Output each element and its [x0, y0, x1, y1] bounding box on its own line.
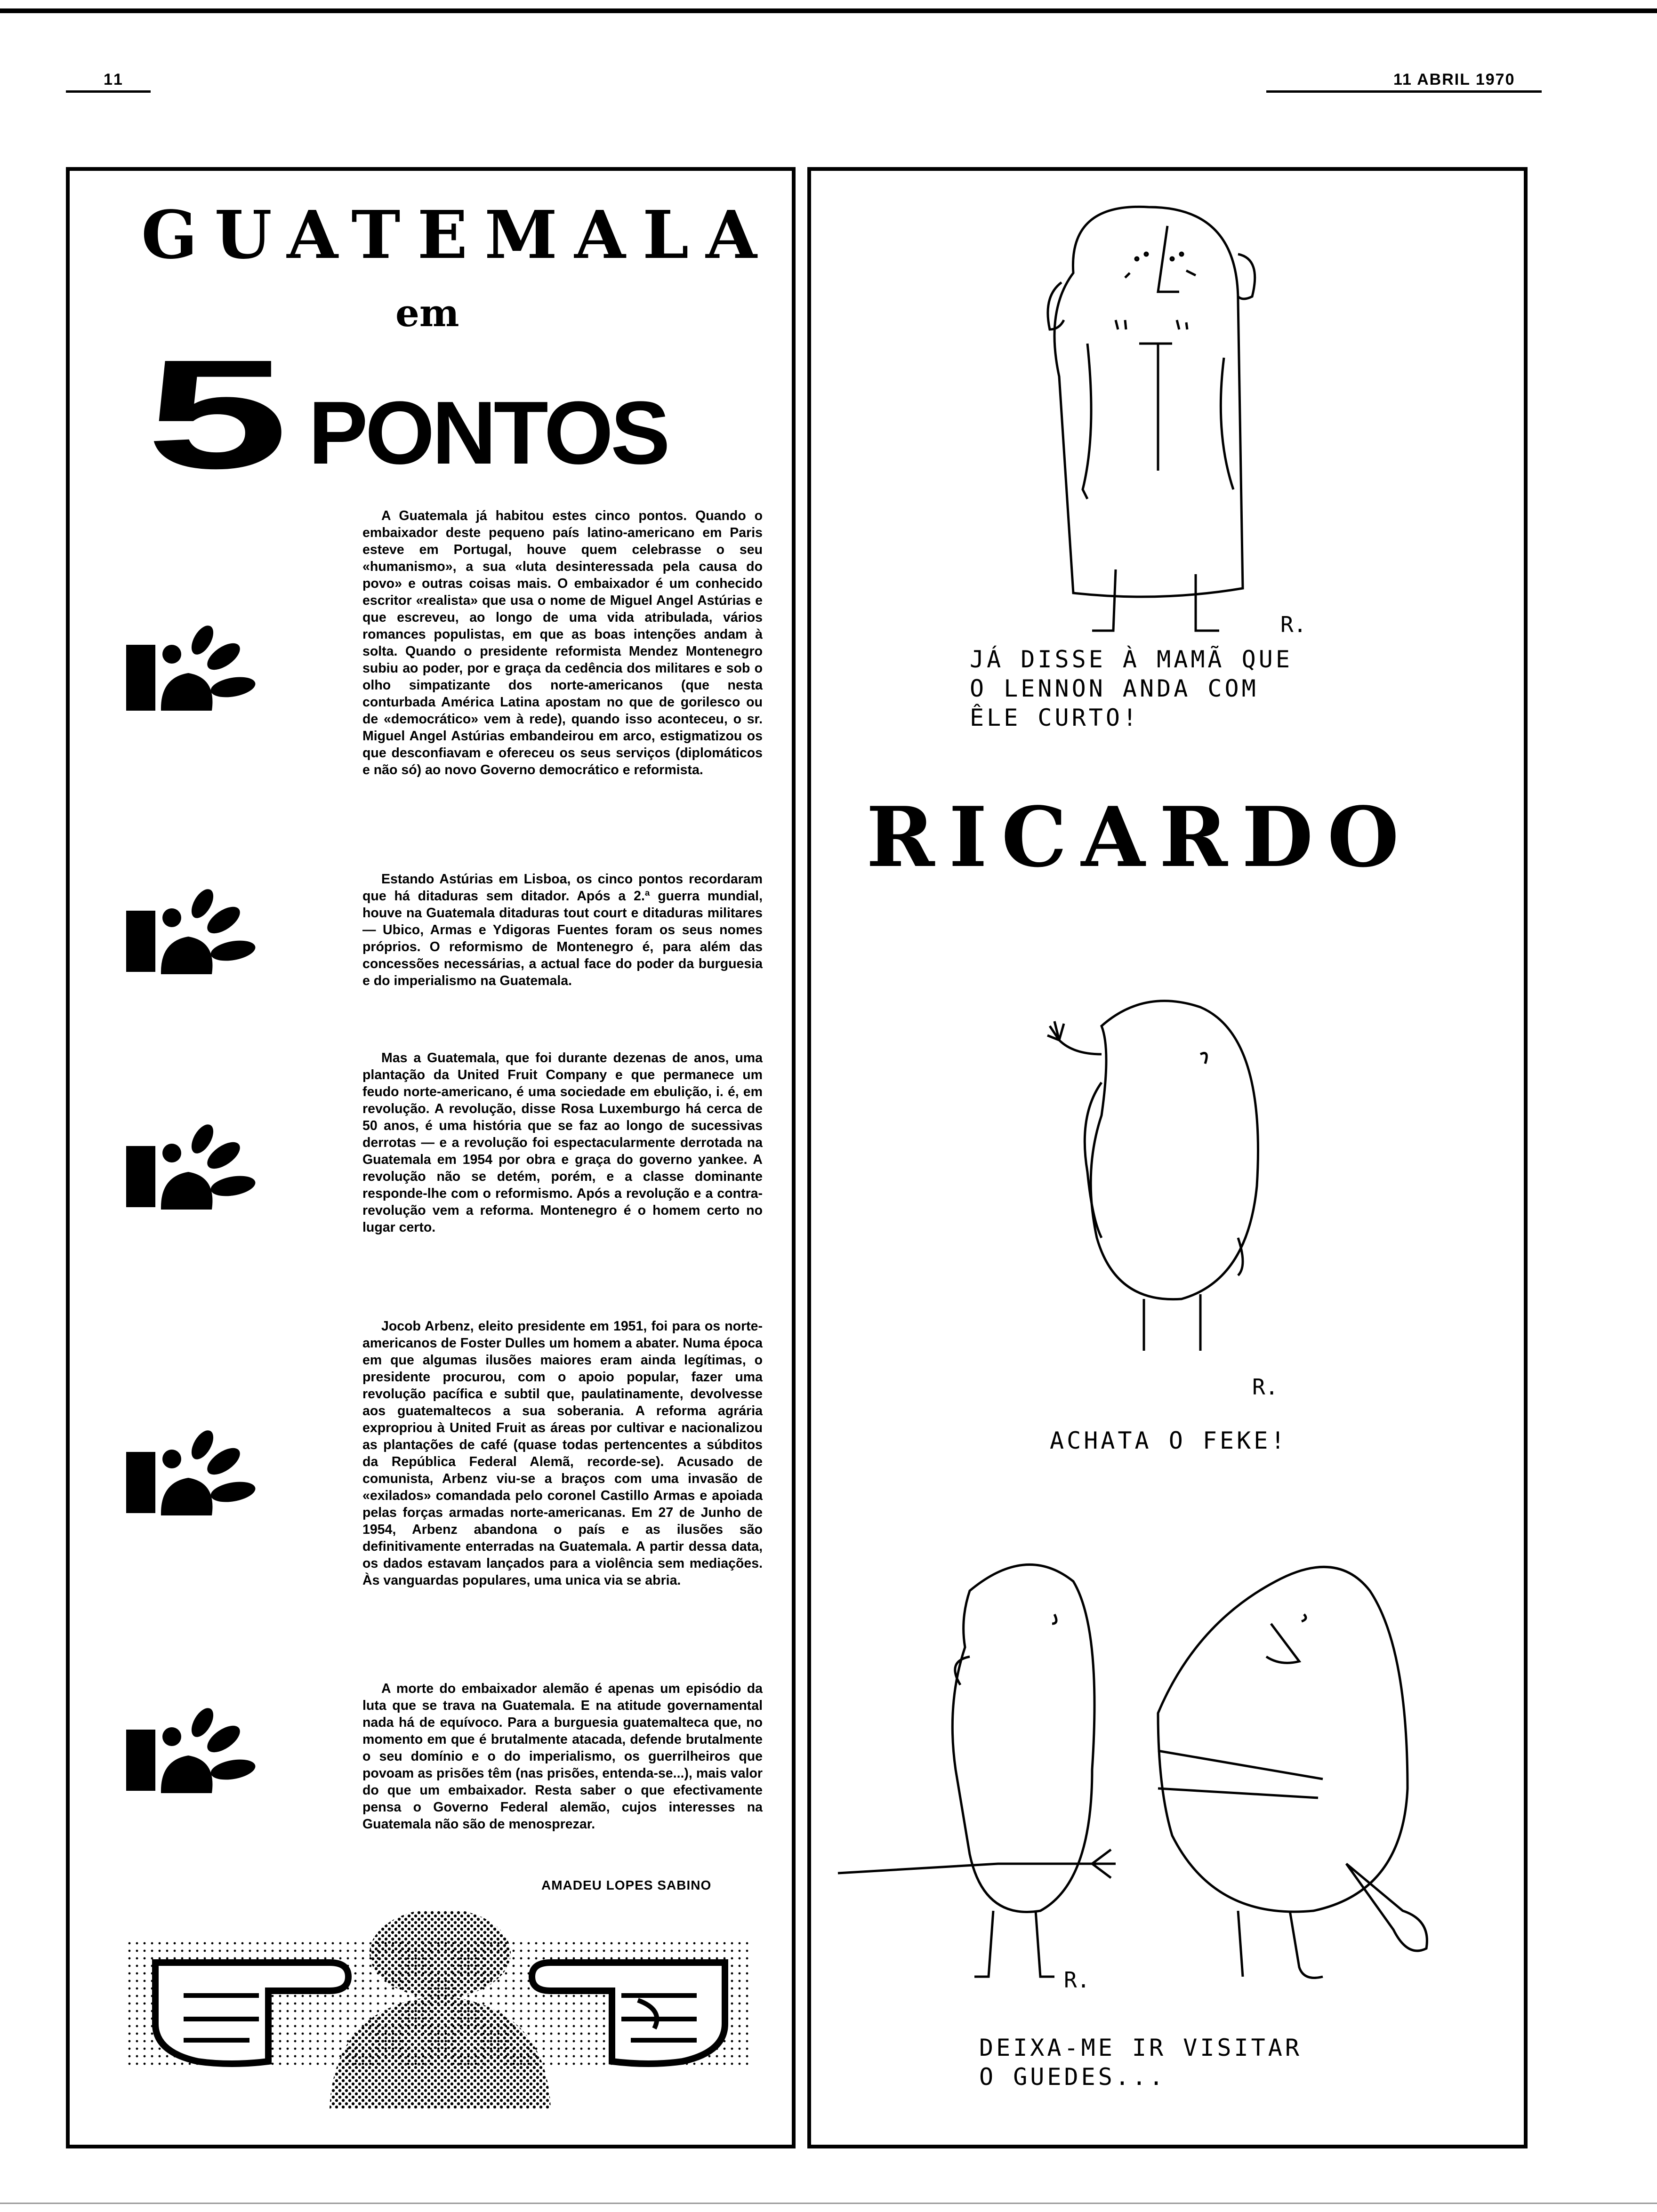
- point-mark-icon: [122, 885, 264, 979]
- bottom-rule: [0, 2203, 1657, 2204]
- cartoon-caption-3: DEIXA-ME IR VISITAR O GUEDES...: [979, 2034, 1302, 2091]
- page-date: 11 ABRIL 1970: [1393, 71, 1515, 88]
- article-paragraph-4: Jocob Arbenz, eleito presidente em 1951, foi para os norte-americanos de Foster Dulles um homem a abater. Numa época em que algumas ilusões maiores eram ainda legítimas, o presidente procurou, com o apoio popular, fazer uma revolução pacífica e subtil que, paulatinamente, devolvesse aos guatemaltecos a sua soberania. A reforma agrária expropriou à United Fruit as áreas por cultivar e nacionalizou as plantações de café (quase todas pertencentes a súbditos da República Federal Alemã, recorde-se). Acusado de comunista, Arbenz viu-se a braços com uma invasão de «exilados» comandada pelo coronel Castillo Armas e apoiada pelas forças armadas norte-americanas. Em 27 de Junho de 1954, Arbenz abandona o país e as ilusões são definitivamente enterradas na Guatemala. A partir dessa data, os dados estavam lançados para a violência sem mediações. Às vanguardas populares, uma unica via se abria.: [362, 1319, 763, 1588]
- cartoon-caption-1: JÁ DISSE À MAMÃ QUE O LENNON ANDA COM ÊLE CURTO!: [970, 646, 1293, 731]
- point-mark-icon: [122, 621, 264, 715]
- point-mark-icon: [122, 1120, 264, 1214]
- article-byline: AMADEU LOPES SABINO: [541, 1878, 712, 1892]
- article-paragraph-5: A morte do embaixador alemão é apenas um episódio da luta que se trava na Guatemala. E na atitude governamental nada há de equívoco. Para a burguesia guatemalteca que, no momento em que é brutalmente atacada, defende brutalmente o seu domínio e o do imperialismo, os guerrilheiros que povoam as prisões têm (nas prisões, entenda-se...), mais valor do que um embaixador. Resta saber o que efectivamente pensa o Governo Federal alemão, cujos interesses na Guatemala não são de menosprezar.: [362, 1681, 763, 1832]
- title-number: 5: [146, 327, 289, 501]
- article-paragraph-2: Estando Astúrias em Lisboa, os cinco pontos recordaram que há ditaduras sem ditador. Após a 2.ª guerra mundial, houve na Guatemala ditaduras tout court e ditaduras militares — Ubico, Armas e Ydigoras Fuentes foram os seus nomes próprios. O reformismo de Montenegro é, para além das concessões necessárias, a actual face do poder da burguesia e do imperialismo na Guatemala.: [362, 872, 763, 988]
- article-paragraph-3: Mas a Guatemala, que foi durante dezenas de anos, uma plantação da United Fruit Company e que permanece um feudo norte-americano, é uma sociedade em ebulição, i. é, em revolução. A revolução, disse Rosa Luxemburgo há cerca de 50 anos, é uma história que se faz ao longo de sucessivas derrotas — e a revolução foi espectacularmente derrotada na Guatemala em 1954 por obra e graça do governo yankee. A revolução não se detém, porém, e a classe dominante responde-lhe com o reformismo. Após a revolução e a contra-revolução vem a reforma. Montenegro é o homem certo no lugar certo.: [362, 1050, 763, 1235]
- cartoon-signature-3: R.: [1064, 1967, 1090, 1993]
- header-rule-left: [66, 90, 151, 93]
- article-title: GUATEMALA: [141, 197, 774, 274]
- point-mark-icon: [122, 1426, 264, 1520]
- point-mark-icon: [122, 1704, 264, 1798]
- cartoon-drawing-3: [828, 1506, 1488, 2000]
- article-paragraph-1: A Guatemala já habitou estes cinco pontos. Quando o embaixador deste pequeno país latino-americano em Paris esteve em Portugal, houve quem celebrasse o seu «humanismo», a sua «luta desinteressada pela causa do povo» e outras coisas mais. O embaixador é um conhecido escritor «realista» que usa o nome de Miguel Angel Astúrias e que escreveu, ao longo de uma vida atribulada, vários romances populistas, em que as boas intenções andam à solta. Quando o presidente reformista Mendez Montenegro subiu ao poder, por e graça da cedência dos militares e sob o olho simpatizante dos norte-americanos (que nesta conturbada América Latina apostam no que de gorilesco ou de «democrático» vem à rede), quando isso aconteceu, o sr. Miguel Angel Astúrias embandeirou em arco, estigmatizou os que desconfiavam e ofereceu os seus serviços (diplomáticos e não só) ao novo Governo democrático e reformista.: [362, 508, 763, 777]
- cartoon-drawing-2: [1003, 974, 1285, 1351]
- title-word: PONTOS: [308, 383, 668, 483]
- pointing-hands-illustration: [127, 1911, 753, 2108]
- cartoonist-name: RICARDO: [866, 789, 1413, 886]
- cartoon-caption-2: ACHATA O FEKE!: [1050, 1427, 1288, 1454]
- top-border-line: [0, 8, 1657, 13]
- header-rule-right: [1266, 90, 1542, 93]
- cartoon-drawing-1: [1017, 188, 1346, 635]
- cartoon-signature-2: R.: [1252, 1374, 1279, 1400]
- page-number: 11: [104, 71, 124, 88]
- article-subtitle: em: [395, 291, 459, 335]
- cartoon-signature-1: R.: [1280, 612, 1307, 637]
